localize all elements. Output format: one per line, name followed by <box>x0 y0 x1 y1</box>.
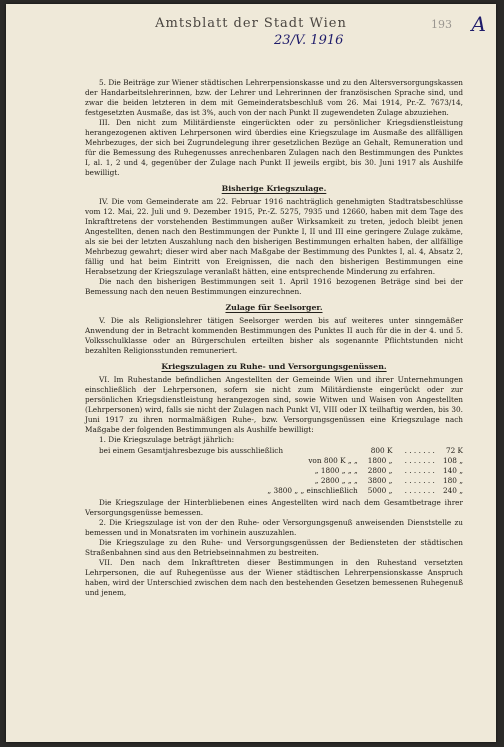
document-body <box>85 78 463 598</box>
page-number: 193 <box>431 18 452 31</box>
table-cell: 180 „ <box>442 476 463 485</box>
table-row <box>85 486 463 496</box>
paragraph-IV-b: Die nach den bisherigen Bestimmungen seit 1. April 1916 bezogenen Beträge sind bei der Bemessung nach den neuen Bestimmungen einzurechnen. <box>85 277 463 296</box>
paragraph-V: V. Die als Religionslehrer tätigen Seelsorger werden bis auf weiteres unter sinngemäßer Anwendung der in Betracht kommenden Bestimmungen des Punktes II auch für die in der 4. und 5. Volksschulklasse oder an Bürgerschulen erteilten bisher als sogenannte Pflichtstunden nicht bezahlten Religionsstunden remuneriert. <box>85 316 463 355</box>
table-cell: 800 K <box>370 446 393 455</box>
table-row <box>85 476 463 486</box>
paragraph-IV-a: IV. Die vom Gemeinderate am 22. Februar 1916 nachträglich genehmigten Stadtratsbeschlüsse vom 12. Mai, 22. Juli und 9. Dezember 1915, Pr.-Z. 5275, 7935 und 12660, haben mit dem Tage des Inkrafttretens der vorstehenden Bestimmungen außer Wirksamkeit zu treten, jedoch bleibt jenen Angestellten, denen nach den Bestimmungen der Punkte I, II und III eine geringere Zulage zukäme, als sie bei der letzten Auszahlung nach den bisherigen Bestimmungen erhalten haben, der allfällige Mehrbezug gewahrt; dieser wird aber nach Maßgabe der Bestimmung des Punktes I, al. 4, Absatz 2, fällig und hat beim Eintritt von Ereignissen, die nach den bisherigen Bestimmungen eine Herabsetzung der Kriegszulage veranlaßt hätten, eine entsprechende Minderung zu erfahren. <box>85 197 463 276</box>
paragraph-VI-2: 2. Die Kriegszulage ist von der den Ruhe- oder Versorgungsgenuß anweisenden Dienststelle zu bemessen und in Monatsraten im vorhinein auszuzahlen. <box>85 518 463 537</box>
table-cell: 3800 „ <box>367 476 393 485</box>
table-row <box>85 466 463 476</box>
heading-zulage-seelsorger: Zulage für Seelsorger. <box>225 303 323 312</box>
table-cell: bei einem Gesamtjahresbezuge bis ausschließlich <box>99 446 284 455</box>
table-cell: 240 „ <box>442 486 463 495</box>
table-cell: 72 K <box>445 446 463 455</box>
table-cell: 2800 „ <box>367 466 393 475</box>
heading-bisherige-kriegszulage: Bisherige Kriegszulage. <box>221 184 327 193</box>
table-cell: 108 „ <box>442 456 463 465</box>
table-cell: 1800 „ <box>367 456 393 465</box>
handwritten-date: 23/V. 1916 <box>274 33 344 48</box>
kriegszulage-table <box>85 446 463 496</box>
table-cell: „ 1800 „ „ „ <box>314 466 358 475</box>
table-cell: . . . . . . . <box>404 476 435 485</box>
table-cell: „ 2800 „ „ „ <box>314 476 358 485</box>
masthead-title: Amtsblatt der Stadt Wien <box>155 16 347 31</box>
table-cell: von 800 K „ „ <box>308 456 358 465</box>
heading-ruhe-versorgungsgenuesse: Kriegszulagen zu Ruhe- und Versorgungsgenüssen. <box>161 362 387 371</box>
paragraph-III: III. Den nicht zum Militärdienste eingerückten oder zu persönlicher Kriegsdienstleistung herangezogenen aktiven Lehrpersonen wird überdies eine Kriegszulage im Ausmaße des allfälligen Mehrbezuges, der sich bei Zugrundelegung ihrer gesetzlichen Bezüge an Gehalt, Remuneration und für die Bemessung des Ruhegenusses anrechenbaren Zulagen nach den Bestimmungen des Punktes I, al. 1, 2 und 4, gegenüber der Zulage nach Punkt II jeweils ergibt, bis 30. Juni 1917 als Aushilfe bewilligt. <box>85 118 463 177</box>
document-page <box>6 4 496 742</box>
table-cell: 5000 „ <box>367 486 393 495</box>
handwritten-corner-mark: A <box>471 12 486 36</box>
table-cell: 140 „ <box>442 466 463 475</box>
paragraph-VI-1: 1. Die Kriegszulage beträgt jährlich: <box>99 435 235 444</box>
paragraph-VI: VI. Im Ruhestande befindlichen Angestellten der Gemeinde Wien und ihrer Unternehmungen einschließlich der Lehrpersonen, sofern sie nicht zum Militärdienste eingerückt oder zur persönlichen Kriegsdienstleistung herangezogen sind, sowie Witwen und Waisen von Angestellten (Lehrpersonen) wird, falls sie nicht der Zulagen nach Punkt VI, VIII oder IX teilhaftig werden, bis 30. Juni 1917 zu ihren normalmäßigen Ruhe-, bzw. Versorgungsgenüssen eine Kriegszulage nach Maßgabe der folgenden Bestimmungen als Aushilfe bewilligt: <box>85 375 463 434</box>
table-cell: . . . . . . . <box>404 466 435 475</box>
paragraph-5: 5. Die Beiträge zur Wiener städtischen Lehrerpensionskasse und zu den Altersversorgungskassen der Handarbeitslehrerinnen, bzw. der Lehrer und Lehrerinnen der französischen Sprache sind, und zwar die beiden letzteren in dem mit Gemeinderatsbeschluß vom 26. Mai 1914, Pr.-Z. 7673/14, festgesetzten Ausmaße, das ist 3%, auch von der nach Punkt II zugewendeten Zulage abzuziehen. <box>85 78 463 117</box>
table-row <box>85 446 463 456</box>
table-cell: . . . . . . . <box>404 486 435 495</box>
table-cell: . . . . . . . <box>404 456 435 465</box>
paragraph-VI-strassenbahn: Die Kriegszulage zu den Ruhe- und Versorgungsgenüssen der Bediensteten der städtischen Straßenbahnen sind aus den Betriebseinnahmen zu bestreiten. <box>85 538 463 557</box>
paragraph-VI-hinterbliebene: Die Kriegszulage der Hinterbliebenen eines Angestellten wird nach dem Gesamtbetrage ihrer Versorgungsgenüsse bemessen. <box>85 498 463 517</box>
table-cell: „ 3800 „ „ einschließlich <box>267 486 358 495</box>
table-row <box>85 456 463 466</box>
table-cell: . . . . . . . <box>404 446 435 455</box>
paragraph-VII: VII. Den nach dem Inkrafttreten dieser Bestimmungen in den Ruhestand versetzten Lehrpersonen, die auf Ruhegenüsse aus der Wiener städtischen Lehrerpensionskasse Anspruch haben, wird der Unterschied zwischen dem nach den bestehenden Gesetzen bemessenen Ruhegenuß und jenem, <box>85 558 463 597</box>
